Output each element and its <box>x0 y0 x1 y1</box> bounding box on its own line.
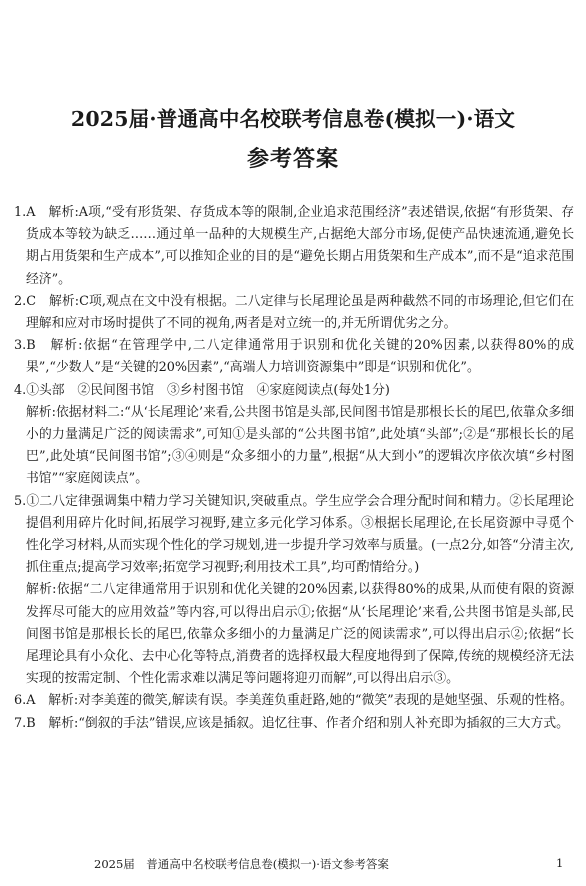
answer-item-7: 7.B 解析:“倒叙的手法”错误,应该是插叙。追忆往事、作者介绍和别人补充即为插叙的三大方式。 <box>14 715 569 731</box>
page-subtitle: 参考答案 <box>246 146 339 172</box>
answer-content <box>14 202 574 735</box>
answer-item-3: 3.B 解析:依据“在管理学中,二八定律通常用于识别和优化关键的20%因素,以获得80%的成果”,“少数人”是“关键的20%因素”,“高端人力培训资源集中”即是“识别和优化”。 <box>14 338 574 376</box>
page-title: 2025届·普通高中名校联考信息卷(模拟一)·语文 <box>70 107 516 131</box>
answer-item-1: 1.A 解析:A项,“受有形货架、存货成本等的限制,企业追求范围经济”表述错误,依据“有形货架、存货成本等较为缺乏……通过单一品种的大规模生产,占据绝大部分市场,促使产品快速流通,避免长期占用货架和生产成本”,可以推知企业的目的是“避免长期占用货架和生产成本”,而不是“追求范围经济”。 <box>14 205 574 287</box>
footer-text: 2025届 普通高中名校联考信息卷(模拟一)·语文参考答案 <box>94 857 389 871</box>
answer-item-5: 5.①二八定律强调集中精力学习关键知识,突破重点。学生应学会合理分配时间和精力。②长尾理论提倡利用碎片化时间,拓展学习视野,建立多元化学习体系。③根据长尾理论,在长尾资源中寻觅个性化学习材料,从而实现个性化的学习规划,进一步提升学习效率与质量。(一点2分,如答“分清主次,抓住重点;提高学习效率;拓宽学习视野;利用技术工具”,均可酌情给分。) <box>14 493 574 576</box>
answer-item-2: 2.C 解析:C项,观点在文中没有根据。二八定律与长尾理论虽是两种截然不同的市场理论,但它们在理解和应对市场时提供了不同的视角,两者是对立统一的,并无所谓优劣之分。 <box>14 293 574 332</box>
answer-item-4-analysis: 解析:依据材料二:“从‘长尾理论’来看,公共图书馆是头部,民间图书馆是那根长长的尾巴,依靠众多细小的力量满足广泛的阅读需求”,可知①是头部的“公共图书馆”,此处填“头部”;②是“那根长长的尾巴”,此处填“民间图书馆”;③④则是“众多细小的力量”,根据“从大到小”的逻辑次序依次填“乡村图书馆”“家庭阅读点”。 <box>26 404 574 487</box>
answer-item-6: 6.A 解析:对李美莲的微笑,解读有误。李美莲负重赶路,她的“微笑”表现的是她坚强、乐观的性格。 <box>14 693 573 709</box>
answer-item-5-analysis: 解析:依据“二八定律通常用于识别和优化关键的20%因素,以获得80%的成果,从而使有限的资源发挥尽可能大的应用效益”等内容,可以得出启示①;依据“从‘长尾理论’来看,公共图书馆是头部,民间图书馆是那根长长的尾巴,依靠众多细小的力量满足广泛的阅读需求”,可以得出启示②;依据“长尾理论具有小众化、去中心化等特点,消费者的选择权最大程度地得到了保障,传统的规模经济无法实现的按需定制、个性化需求难以满足等问题将迎刃而解”,可以得出启示③。 <box>26 582 574 687</box>
page-number: 1 <box>556 856 564 870</box>
answer-item-4: 4.①头部 ②民间图书馆 ③乡村图书馆 ④家庭阅读点(每处1分) <box>14 382 390 398</box>
